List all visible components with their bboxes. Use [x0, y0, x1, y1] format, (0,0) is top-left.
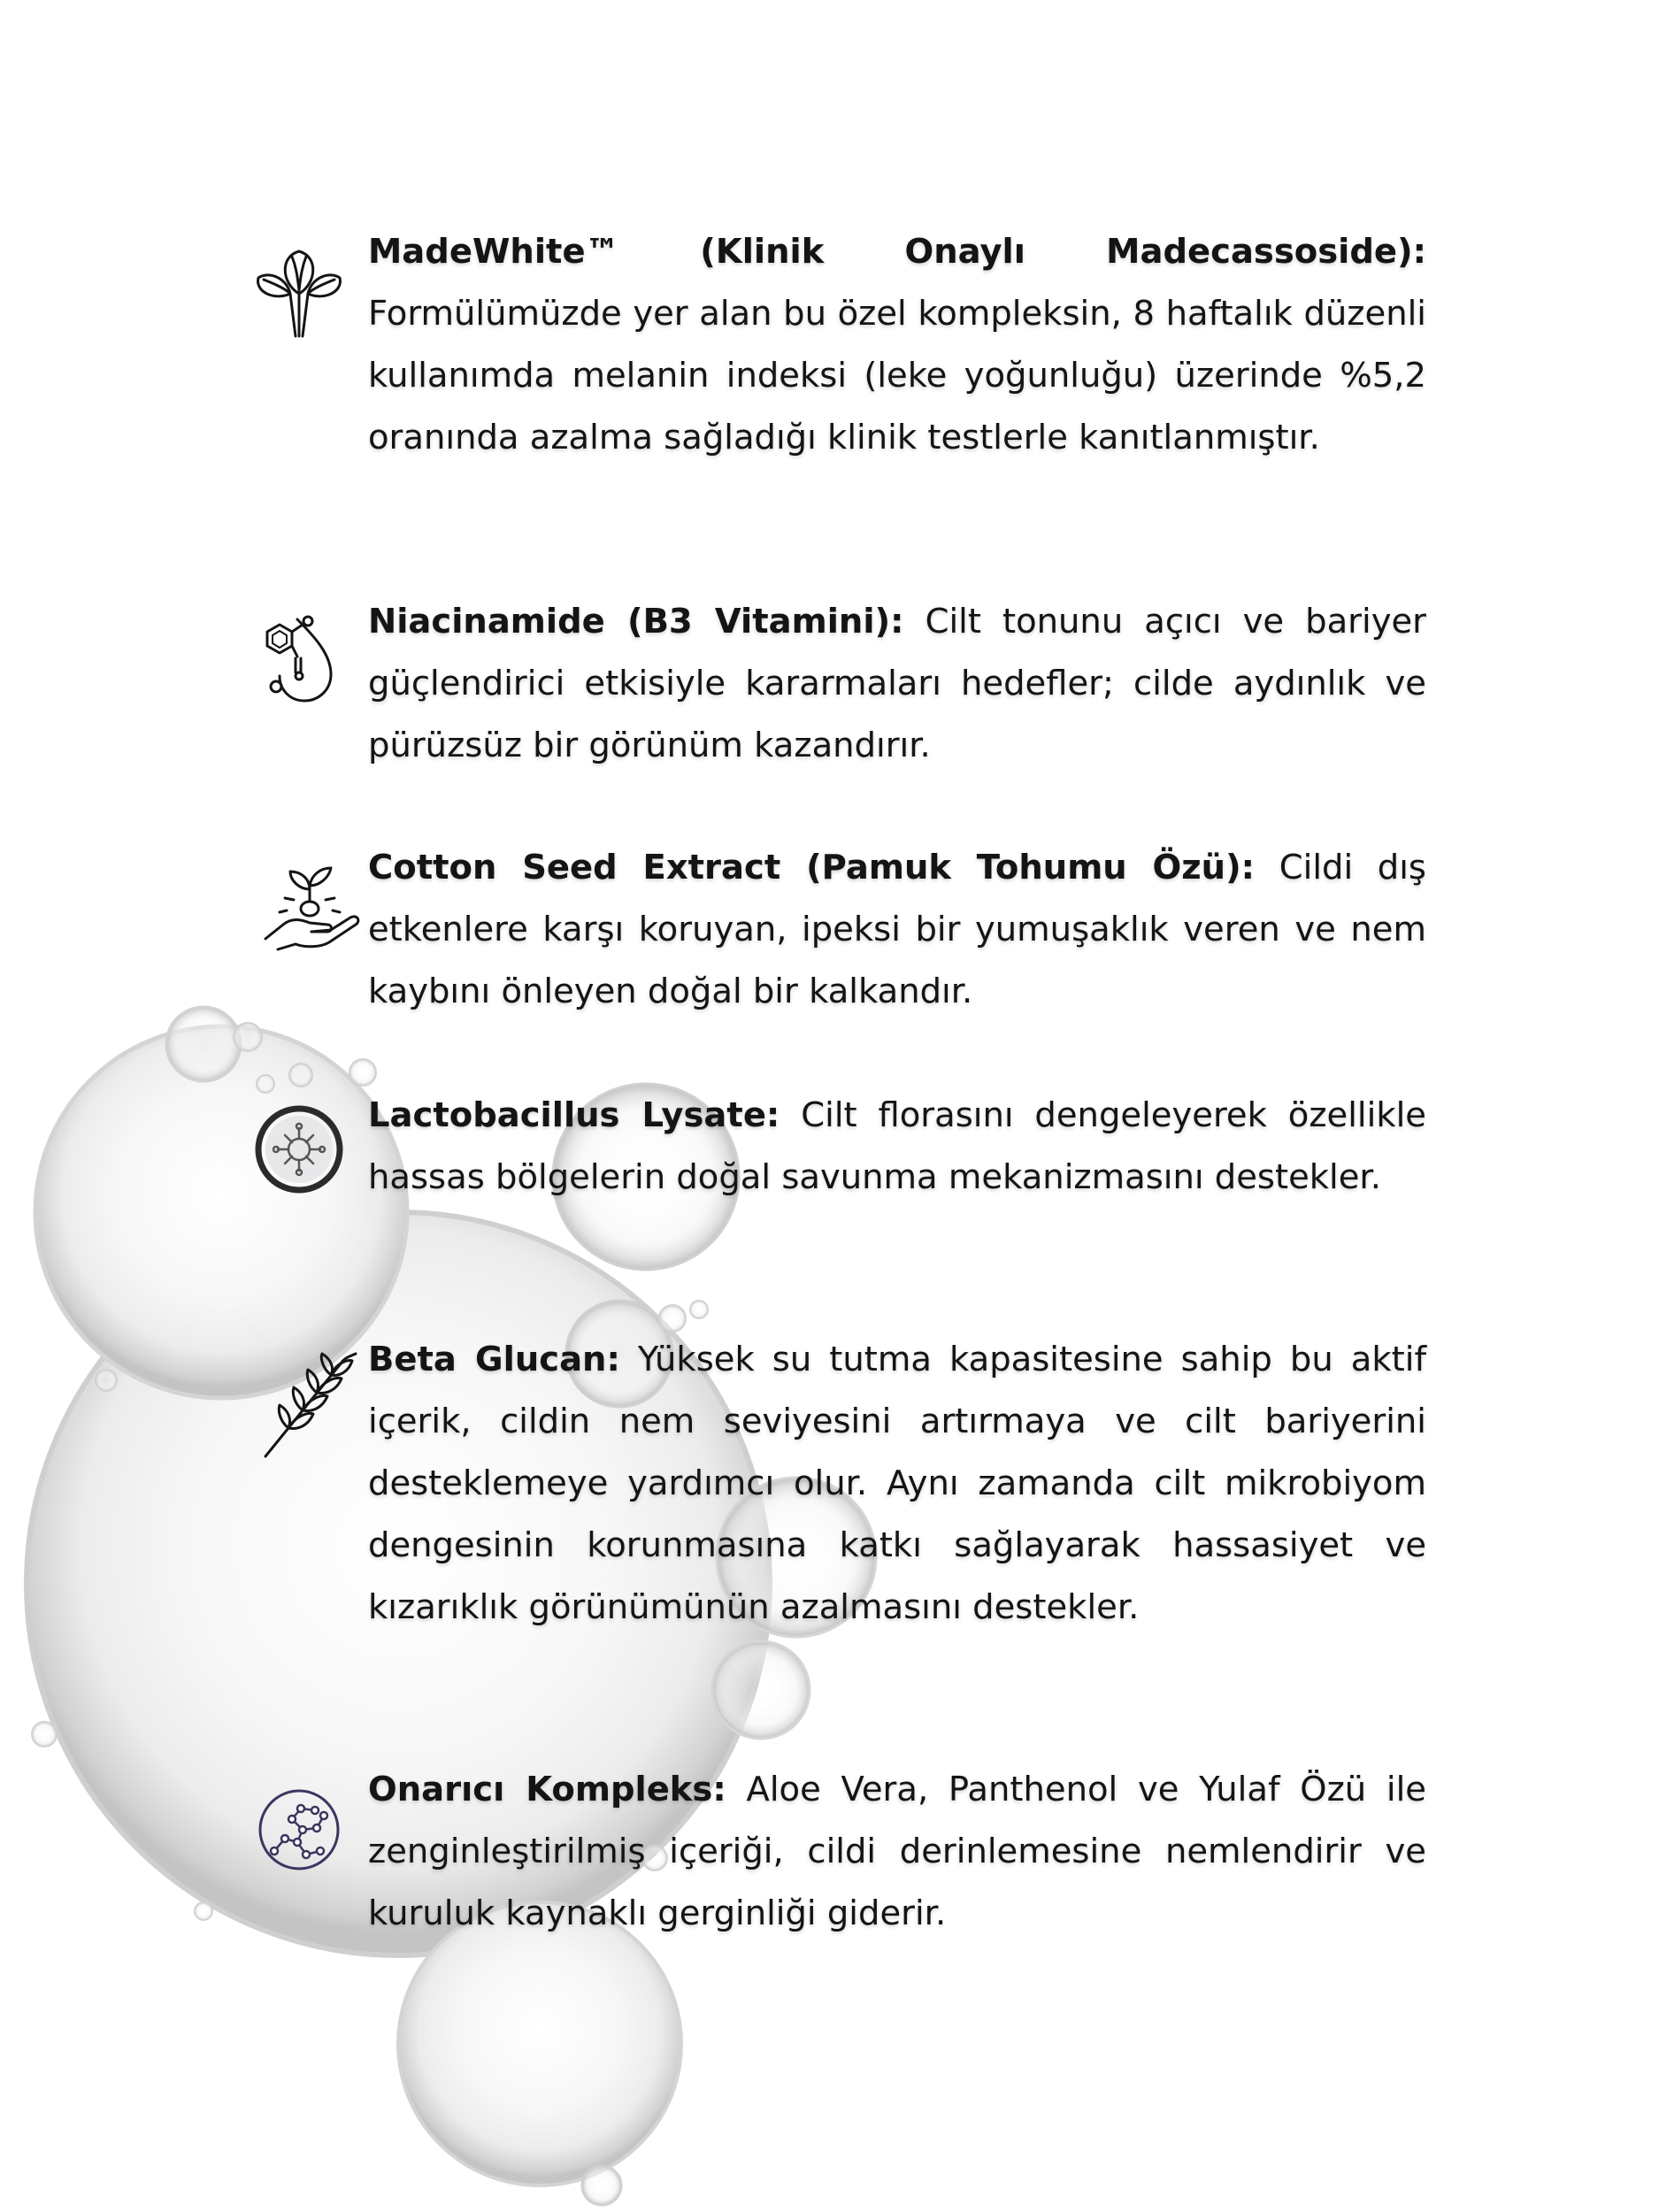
ingredient-description: Yüksek su tutma kapasitesine sahip bu aktif içerik, cildin nem seviyesini artırmaya ve cilt bariyerini desteklemeye yardımcı olur. Aynı zamanda cilt mikrobiyom dengesinin korunmasına katkı sağlayarak hassasiyet ve kızarıklık görünümünün azalmasını destekler.: [368, 1340, 1426, 1627]
ingredient-onarici-kompleks: [368, 1759, 1426, 1945]
ingredient-title: Cotton Seed Extract (Pamuk Tohumu Özü):: [368, 848, 1256, 887]
ingredient-description: Formülümüzde yer alan bu özel kompleksin, 8 haftalık düzenli kullanımda melanin indeksi (leke yoğunluğu) üzerinde %5,2 oranında azalma sağladığı klinik testlerle kanıtlanmıştır.: [368, 294, 1426, 457]
ingredient-lactobacillus: [368, 1085, 1426, 1209]
ingredient-beta-glucan: [368, 1329, 1426, 1639]
seed-in-hand-icon: [260, 854, 366, 960]
ingredient-title: Niacinamide (B3 Vitamini):: [368, 602, 904, 641]
ingredient-cotton-seed: [368, 837, 1426, 1023]
wheat-stalk-icon: [257, 1352, 363, 1458]
ingredient-description: Cilt tonunu açıcı ve bariyer güçlendirici etkisiyle kararmaları hedefler; cilde aydınlık ve pürüzsüz bir görünüm kazandırır.: [368, 602, 1426, 765]
ingredient-description: Cildi dış etkenlere karşı koruyan, ipeksi bir yumuşaklık veren ve nem kaybını önleyen doğal bir kalkandır.: [368, 848, 1426, 1011]
ingredient-title: Beta Glucan:: [368, 1340, 620, 1379]
molecule-network-icon: [253, 1780, 359, 1886]
ingredient-title: Onarıcı Kompleks:: [368, 1770, 726, 1809]
ingredient-madewhite: [368, 221, 1426, 469]
ingredient-title: MadeWhite™ (Klinik Onaylı Madecassoside):: [368, 232, 1426, 272]
ingredient-description: Cilt florasını dengeleyerek özellikle hassas bölgelerin doğal savunma mekanizmasını destekler.: [368, 1095, 1426, 1197]
bacteria-circle-icon: [253, 1102, 359, 1208]
ingredient-description: Aloe Vera, Panthenol ve Yulaf Özü ile zenginleştirilmiş içeriği, cildi derinlemesine nemlendirir ve kuruluk kaynaklı gerginliği giderir.: [368, 1770, 1426, 1933]
centella-leaves-icon: [246, 239, 352, 345]
ingredient-niacinamide: [368, 591, 1426, 777]
ingredient-title: Lactobacillus Lysate:: [368, 1095, 780, 1135]
molecule-drop-icon: [253, 602, 359, 708]
